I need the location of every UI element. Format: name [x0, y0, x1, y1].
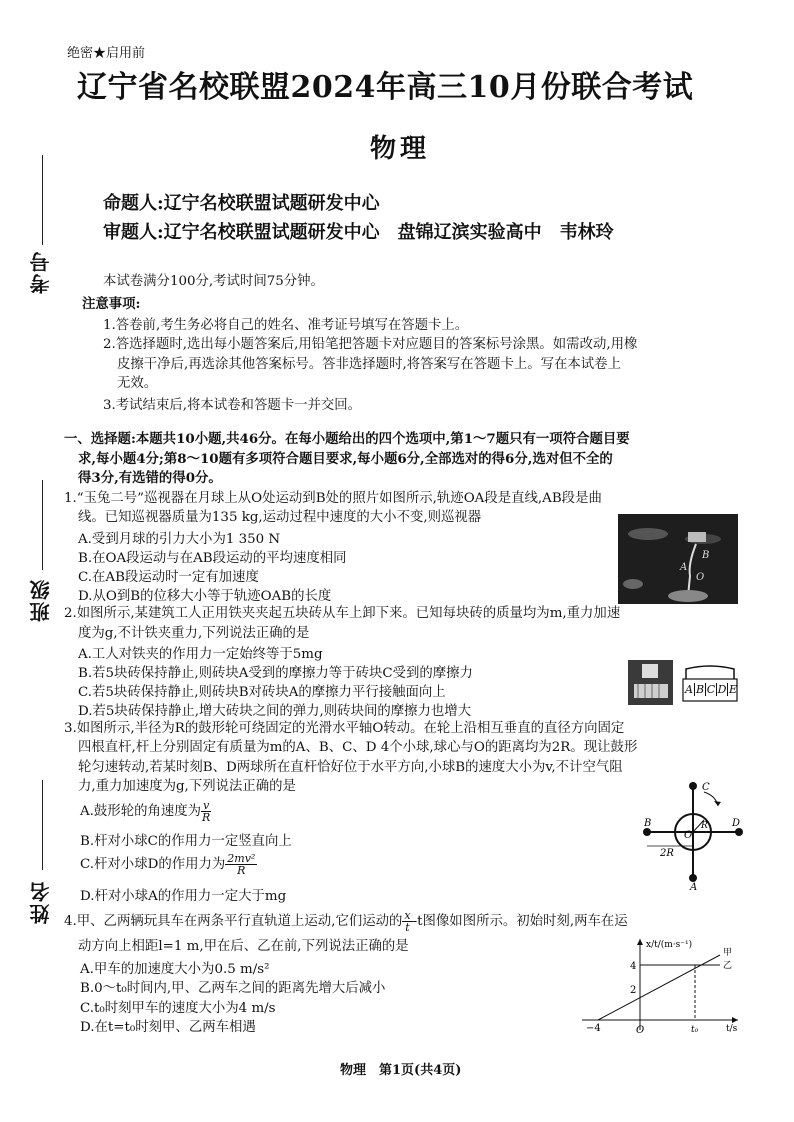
- q3-stem-2: 四根直杆,杆上分别固定有质量为m的A、B、C、D 4个小球,球心与O的距离均为2R。现让鼓形: [78, 740, 638, 755]
- section1-line-1: 一、选择题:本题共10小题,共46分。在每小题给出的四个选项中,第1～7题只有一项符合题目要: [64, 431, 630, 447]
- q4-tick-2: 2: [630, 985, 637, 996]
- q3-wheel-diagram: [632, 780, 752, 890]
- q3-option-a-den: R: [202, 811, 211, 824]
- q2-stem-2: 度为g,不计铁夹重力,下列说法正确的是: [78, 626, 310, 641]
- q4-stem-frac-num: x: [404, 909, 411, 922]
- q3-option-a-frac: [201, 800, 211, 823]
- q4-stem-prefix: 4.甲、乙两辆玩具车在两条平行直轨道上运动,它们运动的: [64, 914, 403, 929]
- q1-stem-2: 线。已知巡视器质量为135 kg,运动过程中速度的大小不变,则巡视器: [78, 510, 482, 525]
- q3-stem-4: 力,重力加速度为g,下列说法正确的是: [78, 779, 296, 794]
- brick-c: C: [706, 683, 716, 696]
- q4-option-c: C.t₀时刻甲车的速度大小为4 m/s: [80, 1001, 276, 1016]
- brick-d: D: [717, 683, 727, 696]
- q1-rover-photo: [618, 514, 738, 604]
- q4-tick-4: 4: [630, 961, 637, 972]
- q2-option-c: C.若5块砖保持静止,则砖块B对砖块A的摩擦力平行接触面向上: [78, 685, 446, 700]
- notice-item-2b: 皮擦干净后,再选涂其他答案标号。答非选择题时,将答案写在答题卡上。写在本试卷上: [117, 357, 621, 372]
- q4-ylabel: x/t/(m·s⁻¹): [646, 940, 693, 950]
- exam-title: 辽宁省名校联盟2024年高三10月份联合考试: [77, 70, 694, 105]
- class-label: 班级: [29, 578, 53, 622]
- q4-tick-neg4: −4: [586, 1023, 601, 1034]
- q3-option-c-text: C.杆对小球D的作用力为: [80, 857, 226, 872]
- q1-option-d: D.从O到B的位移大小等于轨迹OAB的长度: [78, 589, 332, 604]
- q3-option-a: [80, 800, 211, 823]
- q1-option-b: B.在OA段运动与在AB段运动的平均速度相同: [78, 551, 347, 566]
- q2-option-b: B.若5块砖保持静止,则砖块A受到的摩擦力等于砖块C受到的摩擦力: [78, 666, 473, 681]
- q3-option-b: B.杆对小球C的作用力一定竖直向上: [80, 834, 292, 849]
- q3-option-a-num: v: [203, 799, 210, 812]
- brick-a: A: [684, 683, 695, 696]
- q2-worker-photo: [628, 660, 673, 705]
- exam-no-line: [42, 155, 43, 245]
- q4-line-jia: 甲: [723, 948, 733, 958]
- q1-label-o: O: [696, 572, 705, 583]
- q4-origin: O: [636, 1025, 645, 1035]
- q4-stem-1: [64, 910, 628, 933]
- q3-option-d: D.杆对小球A的作用力一定大于mg: [80, 889, 287, 904]
- q3-option-c-num: 2mv²: [227, 852, 256, 865]
- reviewer-line: 审题人:辽宁名校联盟试题研发中心 盘锦辽滨实验高中 韦林玲: [103, 222, 614, 243]
- q3-label-d: D: [732, 818, 741, 829]
- name-line: [42, 780, 43, 870]
- q4-stem-frac-den: t: [405, 921, 410, 934]
- q3-stem-3: 轮匀速转动,若某时刻B、D两球所在直杆恰好位于水平方向,小球B的速度大小为v,不计空气阻: [78, 760, 623, 775]
- q4-option-b: B.0～t₀时间内,甲、乙两车之间的距离先增大后减小: [80, 981, 386, 996]
- q1-label-a: A: [680, 562, 688, 573]
- brick-b: B: [695, 683, 705, 696]
- q3-label-b: B: [644, 818, 652, 829]
- notice-item-2: 2.答选择题时,选出每小题答案后,用铅笔把答题卡对应题目的答案标号涂黑。如需改动,用橡: [103, 337, 638, 352]
- q4-option-d: D.在t=t₀时刻甲、乙两车相遇: [80, 1020, 256, 1035]
- brick-e: E: [728, 683, 738, 696]
- q2-brick-diagram: [680, 665, 740, 705]
- intro-text: 本试卷满分100分,考试时间75分钟。: [103, 274, 324, 289]
- q1-option-a: A.受到月球的引力大小为1 350 N: [78, 532, 281, 547]
- secret-label: 绝密★启用前: [67, 46, 146, 61]
- q4-xlabel: t/s: [726, 1024, 738, 1034]
- q3-label-c: C: [702, 782, 710, 793]
- section1-line-3: 得3分,有选错的得0分。: [78, 470, 222, 486]
- q3-stem-1: 3.如图所示,半径为R的鼓形轮可绕固定的光滑水平轴O转动。在轮上沿相互垂直的直径方向固定: [64, 721, 625, 736]
- q3-label-a: A: [690, 882, 698, 890]
- name-label: 姓名: [29, 880, 53, 924]
- q4-graph: [580, 935, 745, 1035]
- q3-option-c: [80, 853, 257, 876]
- q3-label-2r: 2R: [660, 848, 674, 859]
- subject-title: 物理: [370, 134, 431, 164]
- page-footer: 物理 第1页(共4页): [340, 1063, 462, 1078]
- q3-option-c-frac: [225, 853, 257, 876]
- exam-no-label: 考号: [29, 250, 53, 294]
- q4-stem-suffix: -t图像如图所示。初始时刻,两车在运: [412, 914, 628, 929]
- q1-stem-1: 1.“玉兔二号”巡视器在月球上从O处运动到B处的照片如图所示,轨迹OA段是直线,AB段是曲: [64, 491, 602, 506]
- q4-t0: t₀: [691, 1025, 699, 1035]
- q2-option-d: D.若5块砖保持静止,增大砖块之间的弹力,则砖块间的摩擦力也增大: [78, 704, 472, 719]
- q3-option-a-text: A.鼓形轮的角速度为: [80, 804, 202, 819]
- q4-option-a: A.甲车的加速度大小为0.5 m/s²: [80, 962, 270, 977]
- q3-label-r: R: [701, 821, 708, 831]
- q2-option-a: A.工人对铁夹的作用力一定始终等于5mg: [78, 647, 323, 662]
- q1-option-c: C.在AB段运动时一定有加速度: [78, 570, 259, 585]
- notice-item-1: 1.答卷前,考生务必将自己的姓名、准考证号填写在答题卡上。: [103, 318, 469, 333]
- notice-item-3: 3.考试结束后,将本试卷和答题卡一并交回。: [103, 398, 362, 413]
- q3-label-o: O: [684, 830, 693, 841]
- class-line: [42, 480, 43, 570]
- setter-line: 命题人:辽宁名校联盟试题研发中心: [103, 193, 380, 214]
- q4-stem-frac: [402, 910, 412, 933]
- q4-line-yi: 乙: [723, 961, 733, 971]
- q1-label-b: B: [702, 550, 710, 561]
- q2-stem-1: 2.如图所示,某建筑工人正用铁夹夹起五块砖从车上卸下来。已知每块砖的质量均为m,重力加速: [64, 606, 621, 621]
- section1-line-2: 求,每小题4分;第8～10题有多项符合题目要求,每小题6分,全部选对的得6分,选对但不全的: [78, 451, 613, 467]
- q4-stem-2: 动方向上相距l=1 m,甲在后、乙在前,下列说法正确的是: [78, 939, 409, 954]
- notice-item-2c: 无效。: [117, 376, 158, 391]
- notice-title: 注意事项:: [82, 296, 141, 312]
- q3-option-c-den: R: [237, 864, 246, 877]
